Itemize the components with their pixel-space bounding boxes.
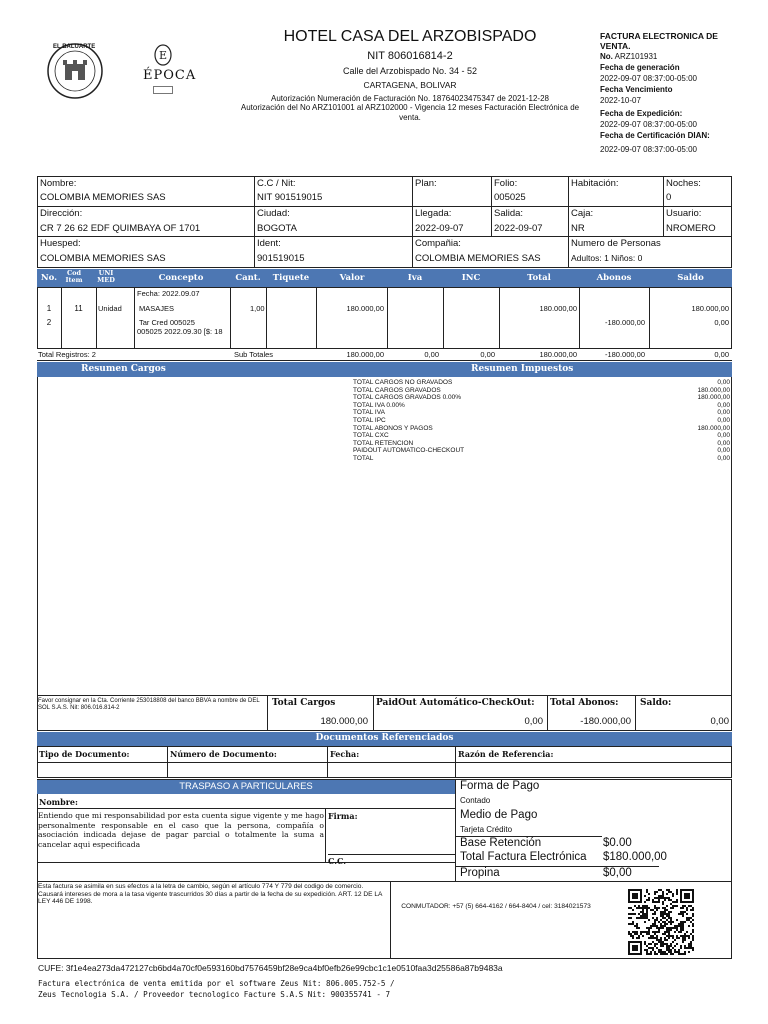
resumen-line-label: TOTAL CARGOS NO GRAVADOS xyxy=(353,379,453,386)
tipo-documento-label: Tipo de Documento: xyxy=(39,749,130,759)
invoice-no: ARZ101931 xyxy=(614,52,658,61)
total-factura-value: $180.000,00 xyxy=(603,851,667,863)
sub-valor: 180.000,00 xyxy=(346,350,384,359)
resumen-line-value: 180.000,00 xyxy=(697,424,730,432)
resumen-line-label: TOTAL CARGOS GRAVADOS xyxy=(353,386,441,394)
item-abonos: -180.000,00 xyxy=(604,318,645,327)
ident-label: Ident: xyxy=(257,238,281,249)
software-line-1: Factura electrónica de venta emitida por el software Zeus Nit: 806.005.752-5 / xyxy=(38,979,395,988)
usuario-value: NROMERO xyxy=(666,223,716,234)
resumen-line-label: TOTAL IVA xyxy=(353,409,385,417)
resumen-line xyxy=(353,379,730,387)
logo-el-baluarte xyxy=(45,40,105,102)
sub-abonos: -180.000,00 xyxy=(604,350,645,359)
resumen-line-value: 0,00 xyxy=(717,401,730,409)
resumen-line-value: 0,00 xyxy=(717,409,730,417)
hab-label: Habitación: xyxy=(571,178,619,189)
sub-totales-label: Sub Totales xyxy=(234,350,274,359)
traspaso-title: TRASPASO A PARTICULARES xyxy=(179,781,313,792)
personas-value: Adultos: 1 Niños: 0 xyxy=(571,253,643,263)
authorization-2: Autorización del No ARZ101001 al ARZ102000 - Vigencia 12 meses Facturación Electrónica de venta. xyxy=(240,103,580,122)
item-uni: Unidad xyxy=(98,304,122,313)
invoice-no-label: No. xyxy=(600,52,613,61)
resumen-line xyxy=(353,440,730,448)
item-cod: 11 xyxy=(74,304,83,313)
plan-label: Plan: xyxy=(415,178,437,189)
resumen-line-value: 0,00 xyxy=(717,454,730,462)
dir-label: Dirección: xyxy=(40,208,83,219)
resumen-line-value: 0,00 xyxy=(717,432,730,440)
resumen-line-label: PAIDOUT AUTOMATICO-CHECKOUT xyxy=(353,447,465,455)
paidout-label: PaidOut Automático-CheckOut: xyxy=(376,698,535,708)
paidout-value: 0,00 xyxy=(524,716,543,727)
ident-value: 901519015 xyxy=(257,253,305,264)
llegada-label: Llegada: xyxy=(415,208,452,219)
traspaso-bar xyxy=(37,780,455,794)
llegada-value: 2022-09-07 xyxy=(415,223,464,234)
resumen-line-label: TOTAL IVA 0.00% xyxy=(353,401,405,409)
resumen-line-value: 180.000,00 xyxy=(697,394,730,402)
resumen-line xyxy=(353,425,730,433)
propina-value: $0,00 xyxy=(603,867,632,879)
venc-label: Fecha Vencimiento xyxy=(600,85,673,94)
huesped-label: Huesped: xyxy=(40,238,81,249)
total-factura-label: Total Factura Electrónica xyxy=(460,851,587,863)
sub-inc: 0,00 xyxy=(480,350,495,359)
col-concepto: Concepto xyxy=(158,273,204,283)
salida-value: 2022-09-07 xyxy=(494,223,543,234)
total-cargos-label: Total Cargos xyxy=(272,698,336,708)
resumen-line-value: 0,00 xyxy=(717,439,730,447)
item-no: 2 xyxy=(46,318,52,327)
total-abonos-label: Total Abonos: xyxy=(550,698,619,708)
resumen-line-value: 0,00 xyxy=(717,447,730,455)
col-tiquete: Tiquete xyxy=(272,273,310,283)
traspaso-nombre-label: Nombre: xyxy=(39,797,78,807)
totals-row xyxy=(37,349,732,361)
forma-pago-label: Forma de Pago xyxy=(460,780,540,792)
noches-value: 0 xyxy=(666,192,672,203)
resumen-line-label: TOTAL RETENCION xyxy=(353,439,414,447)
item-concepto-2: MASAJES xyxy=(139,304,175,313)
col-cod: Cod Item xyxy=(65,269,83,284)
salida-label: Salida: xyxy=(494,208,524,219)
item-total: 180.000,00 xyxy=(539,304,577,313)
saldo-label: Saldo: xyxy=(640,698,672,708)
gen-value: 2022-09-07 08:37:00-05:00 xyxy=(600,74,697,83)
compania-label: Compañia: xyxy=(415,238,461,249)
resumen-line xyxy=(353,394,730,402)
sub-saldo: 0,00 xyxy=(714,350,729,359)
venc-value: 2022-10-07 xyxy=(600,96,641,105)
propina-label: Propina xyxy=(460,867,500,879)
item-no: 1 xyxy=(46,304,52,313)
resumen-line xyxy=(353,409,730,417)
col-valor: Valor xyxy=(339,273,365,283)
sub-total: 180.000,00 xyxy=(539,350,577,359)
item-valor: 180.000,00 xyxy=(346,304,384,313)
exp-label: Fecha de Expedición: xyxy=(600,109,683,118)
item-saldo: 180.000,00 xyxy=(691,304,729,313)
base-retencion-value: $0.00 xyxy=(603,837,632,849)
firma-label: Firma: xyxy=(328,811,358,821)
ciudad-label: Ciudad: xyxy=(257,208,290,219)
logo-el-baluarte-text: EL BALUARTE xyxy=(53,44,96,50)
col-total: Total xyxy=(527,273,551,283)
total-registros: Total Registros: 2 xyxy=(38,350,96,359)
item-concepto-2: 005025 2022.09.30 [$: 18 xyxy=(137,327,223,336)
hotel-name: HOTEL CASA DEL ARZOBISPADO xyxy=(283,28,537,45)
resumen-line xyxy=(353,387,730,395)
resumen-line xyxy=(353,447,730,455)
resumen-line-value: 0,00 xyxy=(717,416,730,424)
resumen-line-label: TOTAL CARGOS GRAVADOS 0.00% xyxy=(353,394,462,402)
forma-pago-value: Contado xyxy=(460,796,491,805)
resumen-line xyxy=(353,402,730,410)
documentos-title: Documentos Referenciados xyxy=(315,733,454,743)
compania-value: COLOMBIA MEMORIES SAS xyxy=(415,253,541,264)
cc-firma-label: C.C. xyxy=(328,854,455,866)
invoice-title: FACTURA ELECTRONICA DE VENTA. xyxy=(600,31,718,51)
hotel-address: Calle del Arzobispado No. 34 - 52 xyxy=(342,66,478,76)
caja-label: Caja: xyxy=(571,208,594,219)
resumen-line-label: TOTAL ABONOS Y PAGOS xyxy=(353,424,433,432)
items-header xyxy=(37,269,732,287)
col-abonos: Abonos xyxy=(596,273,632,283)
cufe: CUFE: 3f1e4ea273da472127cb6bd4a70cf0e593160bd7576459bf28e9ca4bf0efb26e99cbc1c1e0510faa3d25586a87b9483a xyxy=(38,963,503,973)
caja-value: NR xyxy=(571,223,585,234)
dir-value: CR 7 26 62 EDF QUIMBAYA OF 1701 xyxy=(40,223,201,234)
cc-value: NIT 901519015 xyxy=(257,192,323,203)
saldo-value: 0,00 xyxy=(710,716,729,727)
resumen-line-value: 180.000,00 xyxy=(697,386,730,394)
qr-code-icon xyxy=(628,889,694,955)
nombre-value: COLOMBIA MEMORIES SAS xyxy=(40,192,166,203)
resumen-line xyxy=(353,455,730,463)
gen-label: Fecha de generación xyxy=(600,63,680,72)
item-saldo: 0,00 xyxy=(714,318,729,327)
hotel-nit: NIT 806016814-2 xyxy=(367,50,453,62)
hotel-city: CARTAGENA, BOLIVAR xyxy=(363,80,457,90)
resumen-bar xyxy=(37,362,732,377)
ciudad-value: BOGOTA xyxy=(257,223,297,234)
col-inc: INC xyxy=(461,273,481,283)
razon-referencia-label: Razón de Referencia: xyxy=(458,749,554,759)
conmutador: CONMUTADOR: +57 (5) 664-4162 / 664-8404 / cel: 3184021573 xyxy=(401,903,591,910)
item-concepto-1: Fecha: 2022.09.07 xyxy=(137,289,200,298)
resumen-line-label: TOTAL CXC xyxy=(353,432,389,440)
resumen-impuestos-title: Resumen Impuestos xyxy=(471,364,574,374)
legal-text: Esta factura se asimila en sus efectos a la letra de cambio, según el artículo 774 Y 779 del codigo de comercio. Causará intereses de mora a la tasa vigente trascurridos 30 días a partir de la fecha de su expedición. ART. 12 DE LA LEY 446 DE 1998. xyxy=(38,883,383,906)
col-no: No. xyxy=(40,273,58,283)
software-line-2: Zeus Tecnologia S.A. / Proveedor tecnologico Facture S.A.S Nit: 900355741 - 7 xyxy=(38,990,391,999)
medio-pago-value: Tarjeta Crédito xyxy=(460,825,513,834)
fecha-label: Fecha: xyxy=(330,749,360,759)
folio-label: Folio: xyxy=(494,178,518,189)
traspaso-text: Entiendo que mi responsabilidad por esta cuenta sigue vigente y me hago personalmente responsable en el caso que la persona, compañía o asociación indicada dejase de pagar parcial o totalmente la suma a cancelar aqui especificada xyxy=(38,811,324,849)
col-uni: UNI MED xyxy=(97,269,115,284)
svg-text:E: E xyxy=(158,49,168,62)
exp-value: 2022-09-07 08:37:00-05:00 xyxy=(600,120,697,129)
base-retencion-label: Base Retención xyxy=(460,837,542,849)
col-saldo: Saldo xyxy=(677,273,704,283)
cc-label: C.C / Nit: xyxy=(257,178,296,189)
noches-label: Noches: xyxy=(666,178,701,189)
numero-documento-label: Número de Documento: xyxy=(170,749,277,759)
resumen-line-value: 0,00 xyxy=(717,379,730,386)
consignar-note: Favor consignar en la Cta. Corriente 253018808 del banco BBVA a nombre de DEL SOL S.A.S. Nit: 806.016.814-2 xyxy=(38,698,260,711)
item-cant: 1,00 xyxy=(250,304,265,313)
personas-label: Numero de Personas xyxy=(571,238,661,249)
col-iva: Iva xyxy=(407,273,423,283)
resumen-line-label: TOTAL IPC xyxy=(353,416,386,424)
documentos-bar xyxy=(37,732,732,746)
folio-value: 005025 xyxy=(494,192,526,203)
authorization-1: Autorización Numeración de Facturación No. 18764023475347 de 2021-12-28 xyxy=(271,94,549,103)
resumen-impuestos-list xyxy=(353,379,730,463)
item-concepto-1: Tar Cred 005025 xyxy=(139,318,195,327)
nombre-label: Nombre: xyxy=(40,178,77,189)
sub-iva: 0,00 xyxy=(424,350,439,359)
usuario-label: Usuario: xyxy=(666,208,702,219)
cert-label: Fecha de Certificación DIAN: xyxy=(600,131,710,140)
resumen-cargos-title: Resumen Cargos xyxy=(81,364,166,374)
resumen-line xyxy=(353,417,730,425)
col-cant: Cant. xyxy=(235,273,261,283)
huesped-value: COLOMBIA MEMORIES SAS xyxy=(40,253,166,264)
resumen-line-label: TOTAL xyxy=(353,454,374,462)
medio-pago-label: Medio de Pago xyxy=(460,809,538,821)
logo-epoca xyxy=(143,44,197,100)
cert-value: 2022-09-07 08:37:00-05:00 xyxy=(600,145,697,154)
total-abonos-value: -180.000,00 xyxy=(580,716,631,727)
logo-epoca-text: ÉPOCA xyxy=(143,68,197,83)
total-cargos-value: 180.000,00 xyxy=(320,716,368,727)
resumen-line xyxy=(353,432,730,440)
